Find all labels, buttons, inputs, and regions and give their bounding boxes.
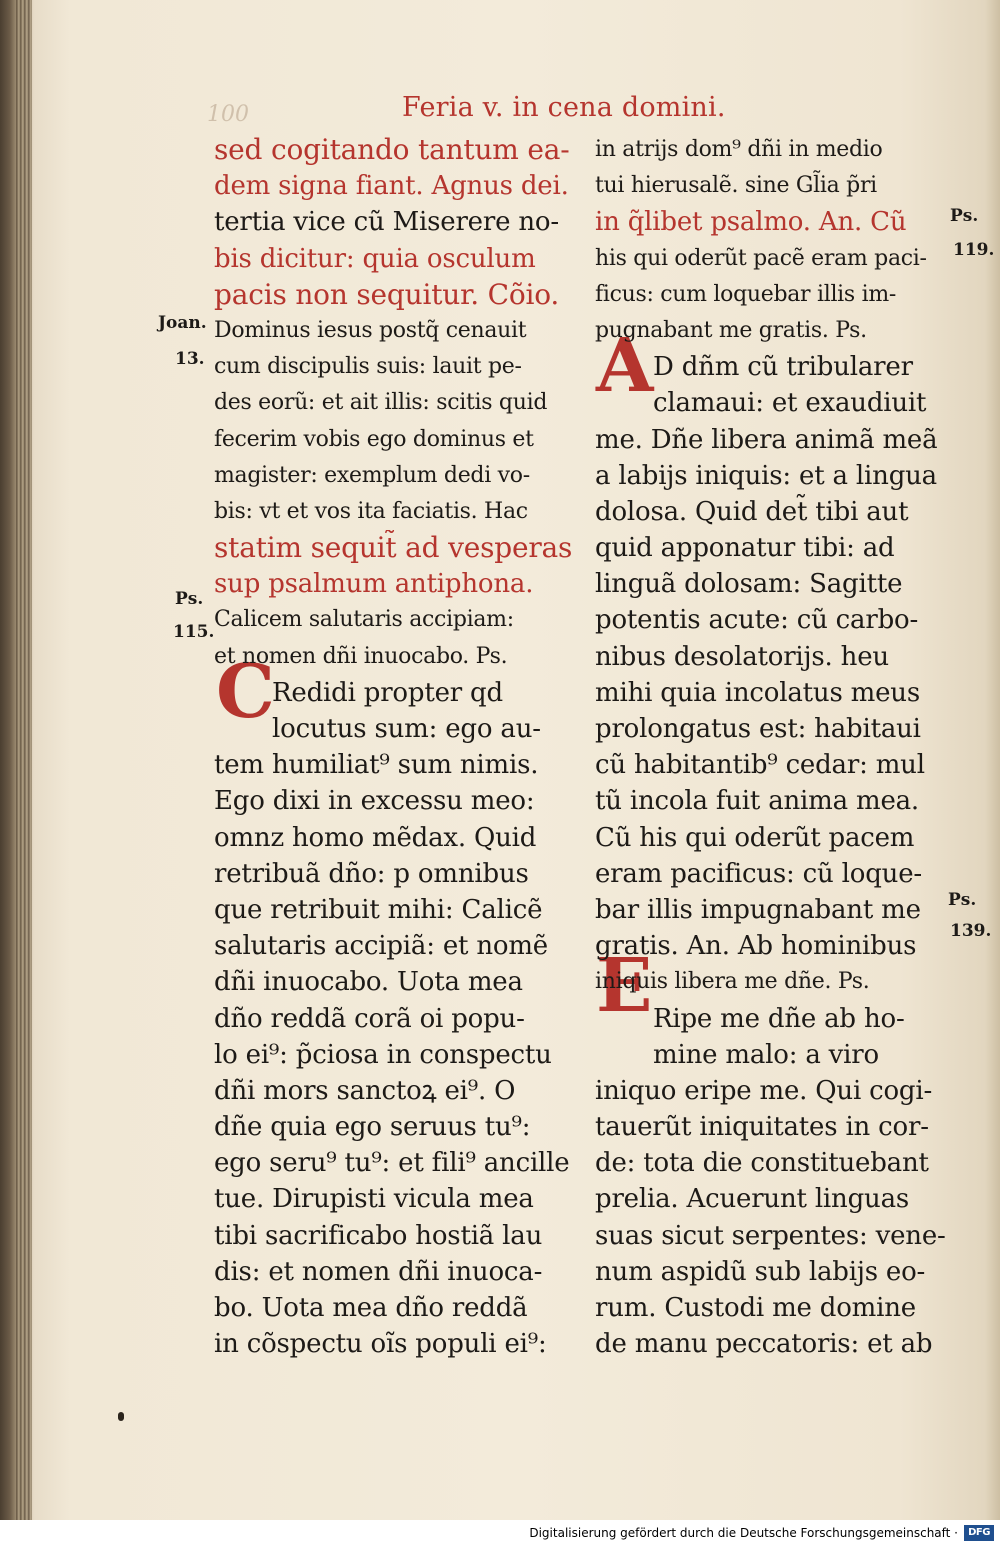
text-line: mihi quia incolatus meus (595, 677, 920, 708)
text-line: in cõspectu oĩs populi ei⁹: (214, 1329, 547, 1360)
text-line: tue. Dirupisti vicula mea (214, 1184, 534, 1215)
text-line: quid apponatur tibi: ad (595, 533, 895, 564)
text-line: bar illis impugnabant me (595, 894, 921, 925)
dropcap-right-1: A (596, 323, 654, 409)
text-line: iniquis libera me dñe. Ps. (595, 969, 870, 995)
text-line: pacis non sequitur. Cõio. (214, 277, 560, 311)
text-line: cum discipulis suis: lauit pe- (214, 354, 522, 380)
text-line: dñi inuocabo. Uota mea (214, 967, 523, 998)
text-line: ficus: cum loquebar illis im- (595, 281, 897, 307)
text-line: cũ habitantib⁹ cedar: mul (595, 750, 925, 781)
text-line: fecerim vobis ego dominus et (214, 426, 534, 452)
text-line: pugnabant me gratis. Ps. (595, 317, 867, 343)
text-line: Dominus iesus postq̃ cenauit (214, 317, 527, 343)
text-line: gratis. An. Ab hominibus (595, 931, 917, 962)
funding-credit: Digitalisierung gefördert durch die Deutsche Forschungsgemeinschaft · (529, 1526, 958, 1540)
dropcap-right-2: E (596, 943, 653, 1029)
text-line: tui hierusalẽ. sine Gl̃ia p̃ri (595, 173, 877, 199)
text-line: num aspidũ sub labijs eo- (595, 1256, 926, 1287)
ink-speck (118, 1412, 124, 1421)
text-line: dem signa fiant. Agnus dei. (214, 171, 569, 202)
text-line: linguã dolosam: Sagitte (595, 569, 903, 600)
text-line: a labijs iniquis: et a lingua (595, 460, 937, 491)
text-line: retribuã dño: p omnibus (214, 858, 529, 889)
text-line: prelia. Acuerunt linguas (595, 1184, 910, 1215)
text-line: suas sicut serpentes: vene- (595, 1220, 946, 1251)
text-line: sup psalmum antiphona. (214, 569, 534, 600)
text-line: bis dicitur: quia osculum (214, 243, 536, 274)
text-line: D dñm cũ tribularer (653, 352, 913, 383)
margin-note-psalm-right-2-number: 139. (950, 921, 992, 941)
text-line: rum. Custodi me domine (595, 1293, 916, 1323)
text-line: Ripe me dñe ab ho- (653, 1003, 905, 1034)
margin-note-psalm-right-2: Ps. (948, 890, 977, 910)
text-line: potentis acute: cũ carbo- (595, 605, 919, 636)
text-line: his qui oderũt pacẽ eram paci- (595, 245, 927, 271)
text-line: dño reddã corã oi popu- (214, 1003, 525, 1034)
text-line: magister: exemplum dedi vo- (214, 462, 530, 488)
dropcap-left: C (216, 649, 275, 735)
running-header: Feria v. in cena domini. (402, 92, 726, 123)
text-line: Ego dixi in excessu meo: (214, 786, 535, 817)
text-line: lo ei⁹: p̃ciosa in conspectu (214, 1039, 552, 1070)
text-column-left (214, 132, 574, 1362)
text-line: mine malo: a viro (653, 1039, 879, 1070)
text-line: in q̃libet psalmo. An. Cũ (595, 207, 907, 238)
text-line: Redidi propter qd (272, 677, 503, 708)
text-line: ego seru⁹ tu⁹: et fili⁹ ancille (214, 1148, 570, 1179)
margin-note-psalm-right-1: Ps. (950, 206, 979, 226)
text-line: eram pacificus: cũ loque- (595, 858, 922, 889)
text-line: et nomen dñi inuocabo. Ps. (214, 643, 508, 669)
text-line: salutaris accipiã: et nomẽ (214, 931, 548, 962)
text-line: nibus desolatorijs. heu (595, 641, 889, 672)
text-line: iniquo eripe me. Qui cogi- (595, 1075, 933, 1106)
text-line: me. Dñe libera animã meã (595, 424, 938, 455)
text-line: de manu peccatoris: et ab (595, 1329, 933, 1360)
text-line: Calicem salutaris accipiam: (214, 607, 514, 633)
text-line: dis: et nomen dñi inuoca- (214, 1256, 543, 1287)
text-line: dñi mors sanctoꝝ ei⁹. O (214, 1075, 516, 1106)
text-line: tũ incola fuit anima mea. (595, 786, 919, 817)
text-line: statim sequit̃ ad vesperas (214, 531, 573, 565)
text-line: tem humiliat⁹ sum nimis. (214, 750, 539, 781)
text-line: tauerũt iniquitates in cor- (595, 1112, 929, 1143)
text-line: locutus sum: ego au- (272, 714, 541, 744)
text-line: omnz homo mẽdax. Quid (214, 822, 537, 853)
book-page-edges (16, 0, 32, 1520)
text-line: in atrijs dom⁹ dñi in medio (595, 137, 883, 162)
text-line: des eorũ: et ait illis: scitis quid (214, 390, 548, 416)
text-line: dñe quia ego seruus tu⁹: (214, 1112, 531, 1143)
margin-note-joan-chapter: 13. (175, 349, 205, 369)
text-line: sed cogitando tantum ea- (214, 133, 570, 166)
dfg-logo: DFG (964, 1525, 994, 1541)
page-number: 100 (207, 102, 249, 127)
text-line: bis: vt et vos ita faciatis. Hac (214, 498, 528, 524)
margin-note-joan: Joan. (158, 313, 207, 333)
text-line: dolosa. Quid det̃ tibi aut (595, 496, 909, 527)
text-line: clamaui: et exaudiuit (653, 388, 927, 419)
text-line: tibi sacrificabo hostiã lau (214, 1220, 543, 1251)
margin-note-psalm-right-1-number: 119. (953, 240, 995, 260)
text-line: que retribuit mihi: Calicẽ (214, 894, 543, 925)
text-line: prolongatus est: habitaui (595, 714, 921, 744)
digitization-footer (0, 1520, 1000, 1547)
margin-note-psalm-left-number: 115. (173, 622, 215, 642)
text-column-right (595, 132, 951, 1362)
text-line: Cũ his qui oderũt pacem (595, 822, 915, 853)
text-line: tertia vice cũ Miserere no- (214, 207, 559, 238)
text-line: bo. Uota mea dño reddã (214, 1293, 528, 1323)
text-line: de: tota die constituebant (595, 1148, 929, 1179)
margin-note-psalm-left: Ps. (175, 589, 204, 609)
